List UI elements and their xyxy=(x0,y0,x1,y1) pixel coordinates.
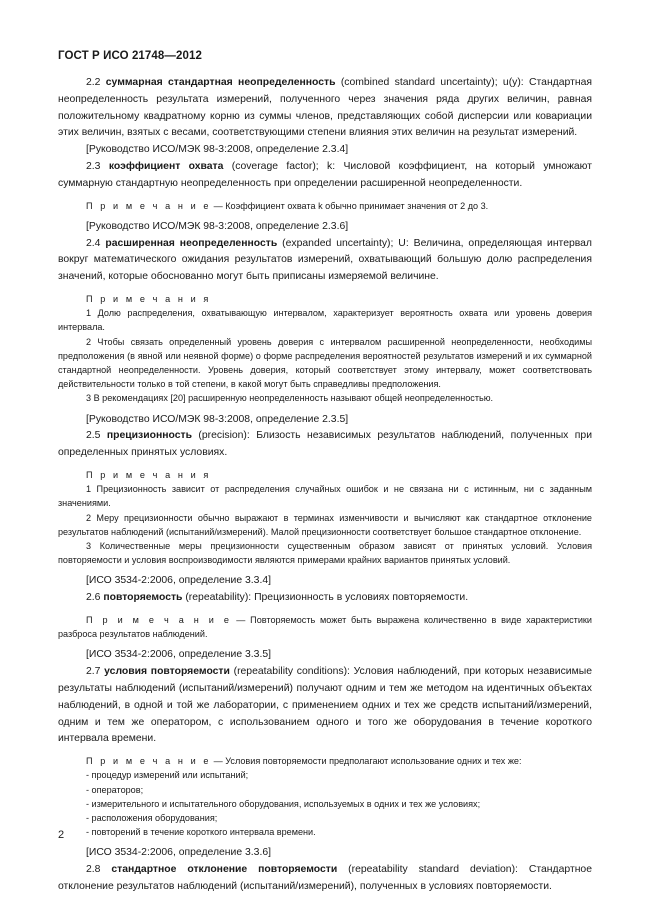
list-item: - операторов; xyxy=(86,784,144,795)
definition-2-4 xyxy=(58,236,592,286)
note-item: 2 Чтобы связать определенный уровень доверия с интервалом расширенной неопределенности, необходимы предположения (в явной или неявной форме) о форме распределения вероятностей результатов измерений и их суммарной стандартной неопределенности. Уровень доверия, который соответствует этому интервалу, может соответствовать действительности только в той степени, в какой могут быть справедливы предположения. xyxy=(58,336,592,390)
note-label: П р и м е ч а н и е xyxy=(86,756,212,767)
note-text: — Повторяемость может быть выражена количественно в виде характеристики разброса результатов наблюдений. xyxy=(58,615,592,640)
source-2-2: [Руководство ИСО/МЭК 98-3:2008, определение 2.3.4] xyxy=(86,144,349,156)
note-2-7 xyxy=(58,754,592,839)
term-number: 2.4 xyxy=(86,237,101,249)
notes-label: П р и м е ч а н и я xyxy=(86,293,211,304)
definition-2-8 xyxy=(58,862,592,896)
source-2-7: [ИСО 3534-2:2006, определение 3.3.6] xyxy=(86,847,272,859)
term-title: стандартное отклонение повторяемости xyxy=(111,864,338,876)
note-item: 1 Долю распределения, охватывающую интервалом, характеризует вероятность охвата или уровень доверия интервала. xyxy=(58,308,592,333)
note-item: 3 В рекомендациях [20] расширенную неопределенность называют общей неопределенностью. xyxy=(86,393,494,404)
definition-2-2 xyxy=(58,75,592,142)
source-2-6: [ИСО 3534-2:2006, определение 3.3.5] xyxy=(86,649,272,661)
term-definition: (repeatability standard deviation): Стандартное отклонение результатов наблюдений (испытаний/измерений), полученных в условиях повторяемости. xyxy=(58,864,592,892)
document-header: ГОСТ Р ИСО 21748—2012 xyxy=(58,50,203,62)
definition-2-7 xyxy=(58,664,592,748)
note-2-6 xyxy=(58,613,592,641)
term-number: 2.3 xyxy=(86,160,101,172)
source-2-5: [ИСО 3534-2:2006, определение 3.3.4] xyxy=(86,575,272,587)
term-title: повторяемость xyxy=(103,592,183,604)
note-2-3 xyxy=(58,199,592,213)
note-label: П р и м е ч а н и е xyxy=(86,615,232,625)
definition-2-5 xyxy=(58,428,592,462)
term-title: прецизионность xyxy=(106,430,192,442)
source-2-3: [Руководство ИСО/МЭК 98-3:2008, определение 2.3.6] xyxy=(86,220,349,232)
note-text: — Условия повторяемости предполагают использование одних и тех же: xyxy=(213,756,522,767)
term-number: 2.7 xyxy=(86,666,101,678)
term-definition: (repeatability): Прецизионность в условиях повторяемости. xyxy=(185,592,469,604)
term-definition: (expanded uncertainty); U: Величина, определяющая интервал вокруг математического ожидания результатов измерений, охватывающий большую долю распределения значений, которые обоснованно могут быть приписаны измеряемой величине. xyxy=(58,237,592,283)
term-definition: (precision): Близость независимых результатов наблюдений, полученных при определенных принятых условиях. xyxy=(58,430,592,459)
term-definition: (combined standard uncertainty); u(y): Стандартная неопределенность результата измерений, полученного через значения ряда других величин, равная положительному квадратному корню из суммы членов, представляющих собой дисперсии или ковариации этих величин, взятых с весами, соответствующими степени влияния этих величин на результат измерений. xyxy=(58,77,592,139)
note-item: 3 Количественные меры прецизионности существенным образом зависят от принятых условий. Условия повторяемости и условия воспроизводимости являются примерами крайних вариантов принятых условий. xyxy=(58,541,592,566)
term-number: 2.2 xyxy=(86,77,101,88)
document-body xyxy=(58,75,592,896)
definition-2-3 xyxy=(58,159,592,193)
page-number: 2 xyxy=(58,829,65,841)
term-definition: (repeatability conditions): Условия наблюдений, при которых независимые результаты наблюдений (испытаний/измерений) получают одним и тем же методом на идентичных объектах наблюдений, в одной и той же лаборатории, с применением одних и тех же средств испытаний/измерений, одним и тем же оператором, с использованием одного и того же оборудования в течение короткого интервала времени. xyxy=(58,666,592,745)
term-title: суммарная стандартная неопределенность xyxy=(105,77,336,88)
note-item: 1 Прецизионность зависит от распределения случайных ошибок и не связана ни с истинным, ни с заданным значениями. xyxy=(58,484,592,509)
term-number: 2.5 xyxy=(86,430,101,442)
term-title: условия повторяемости xyxy=(104,666,230,678)
source-2-4: [Руководство ИСО/МЭК 98-3:2008, определение 2.3.5] xyxy=(86,413,349,425)
note-text: — Коэффициент охвата k обычно принимает значения от 2 до 3. xyxy=(213,200,489,211)
note-label: П р и м е ч а н и е xyxy=(86,200,212,211)
list-item: - измерительного и испытательного оборудования, используемых в одних и тех же условиях; xyxy=(86,798,481,809)
notes-2-5 xyxy=(58,468,592,567)
list-item: - повторений в течение короткого интервала времени. xyxy=(86,827,316,838)
term-number: 2.8 xyxy=(86,864,101,876)
term-definition: (coverage factor); k: Числовой коэффициент, на который умножают суммарную стандартную неопределенность при определении расширенной неопределенности. xyxy=(58,160,593,189)
note-item: 2 Меру прецизионности обычно выражают в терминах изменчивости и вычисляют как стандартное отклонение результатов наблюдений (испытаний/измерений). Малой прецизионности соответствует большое стандартное отклонение. xyxy=(58,512,592,537)
notes-2-4 xyxy=(58,292,592,406)
notes-label: П р и м е ч а н и я xyxy=(86,469,211,480)
definition-2-6 xyxy=(58,590,592,607)
list-item: - расположения оборудования; xyxy=(86,813,218,823)
list-item: - процедур измерений или испытаний; xyxy=(86,770,249,781)
term-title: расширенная неопределенность xyxy=(105,237,278,249)
term-title: коэффициент охвата xyxy=(108,160,224,172)
term-number: 2.6 xyxy=(86,592,101,604)
